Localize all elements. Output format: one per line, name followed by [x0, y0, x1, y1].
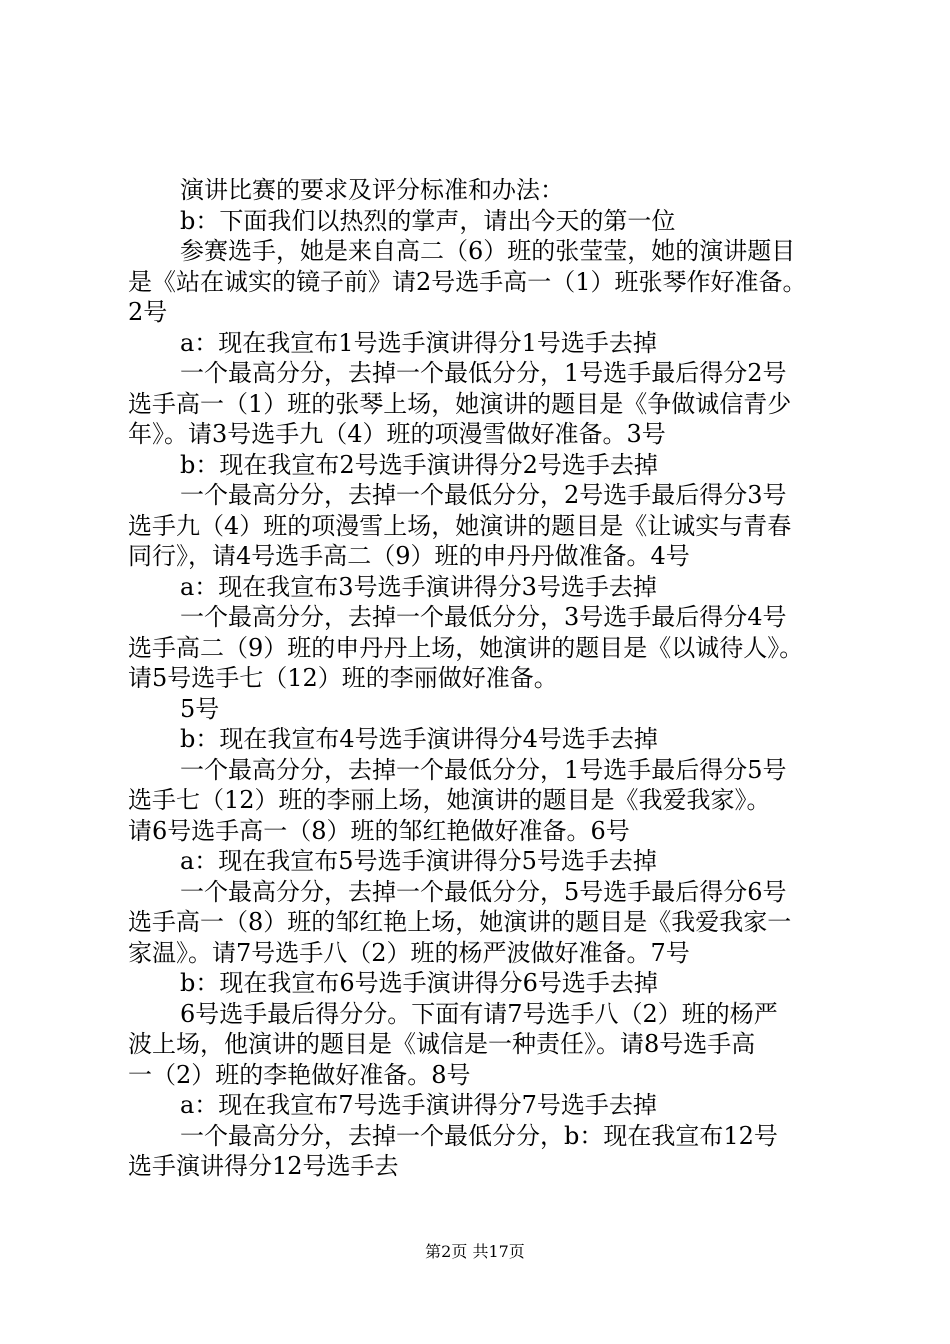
text-line: 选手高一（8）班的邹红艳上场，她演讲的题目是《我爱我家一	[128, 908, 792, 936]
text-line: 选手高二（9）班的申丹丹上场，她演讲的题目是《以诚待人》。	[128, 633, 804, 662]
text-line: 是《站在诚实的镜子前》请2号选手高一（1）班张琴作好准备。	[128, 267, 807, 296]
text-line: 一个最高分分，去掉一个最低分分，2号选手最后得分3号	[180, 481, 787, 509]
text-line: 波上场，他演讲的题目是《诚信是一种责任》。请8号选手高	[128, 1030, 756, 1058]
text-line: 选手演讲得分12号选手去	[128, 1152, 399, 1180]
text-line: 年》。请3号选手九（4）班的项漫雪做好准备。3号	[128, 420, 666, 448]
text-line: a：现在我宣布5号选手演讲得分5号选手去掉	[180, 847, 657, 875]
text-line: 2号	[128, 298, 168, 326]
text-line: 选手九（4）班的项漫雪上场，她演讲的题目是《让诚实与青春	[128, 511, 792, 540]
text-line: 一个最高分分，去掉一个最低分分，5号选手最后得分6号	[180, 877, 787, 906]
text-line: a：现在我宣布3号选手演讲得分3号选手去掉	[180, 572, 657, 601]
page-footer: 第2页 共17页	[425, 1242, 525, 1261]
text-line: 一（2）班的李艳做好准备。8号	[128, 1060, 471, 1089]
text-line: 一个最高分分，去掉一个最低分分，1号选手最后得分2号	[180, 359, 787, 387]
text-line: 家温》。请7号选手八（2）班的杨严波做好准备。7号	[128, 938, 690, 967]
text-line: 5号	[180, 694, 220, 723]
text-line: 参赛选手，她是来自高二（6）班的张莹莹，她的演讲题目	[180, 237, 796, 265]
text-line: 演讲比赛的要求及评分标准和办法：	[180, 176, 564, 204]
text-line: 选手七（12）班的李丽上场，她演讲的题目是《我爱我家》。	[128, 786, 771, 814]
text-line: 一个最高分分，去掉一个最低分分，1号选手最后得分5号	[180, 755, 787, 784]
text-line: 6号选手最后得分分。下面有请7号选手八（2）班的杨严	[180, 999, 778, 1028]
text-line: b：现在我宣布6号选手演讲得分6号选手去掉	[180, 969, 658, 997]
text-line: a：现在我宣布1号选手演讲得分1号选手去掉	[180, 328, 657, 357]
text-line: b：下面我们以热烈的掌声，请出今天的第一位	[180, 206, 676, 235]
text-line: 请6号选手高一（8）班的邹红艳做好准备。6号	[128, 816, 630, 845]
document-body	[128, 175, 828, 1182]
text-line: a：现在我宣布7号选手演讲得分7号选手去掉	[180, 1091, 657, 1119]
text-line: 选手高一（1）班的张琴上场，她演讲的题目是《争做诚信青少	[128, 389, 792, 418]
text-line: b：现在我宣布4号选手演讲得分4号选手去掉	[180, 725, 658, 753]
text-line: 一个最高分分，去掉一个最低分分，3号选手最后得分4号	[180, 603, 787, 631]
text-line: b：现在我宣布2号选手演讲得分2号选手去掉	[180, 450, 658, 479]
text-line: 一个最高分分，去掉一个最低分分，b：现在我宣布12号	[180, 1121, 778, 1150]
text-line: 同行》，请4号选手高二（9）班的申丹丹做准备。4号	[128, 542, 690, 570]
text-line: 请5号选手七（12）班的李丽做好准备。	[128, 664, 558, 692]
